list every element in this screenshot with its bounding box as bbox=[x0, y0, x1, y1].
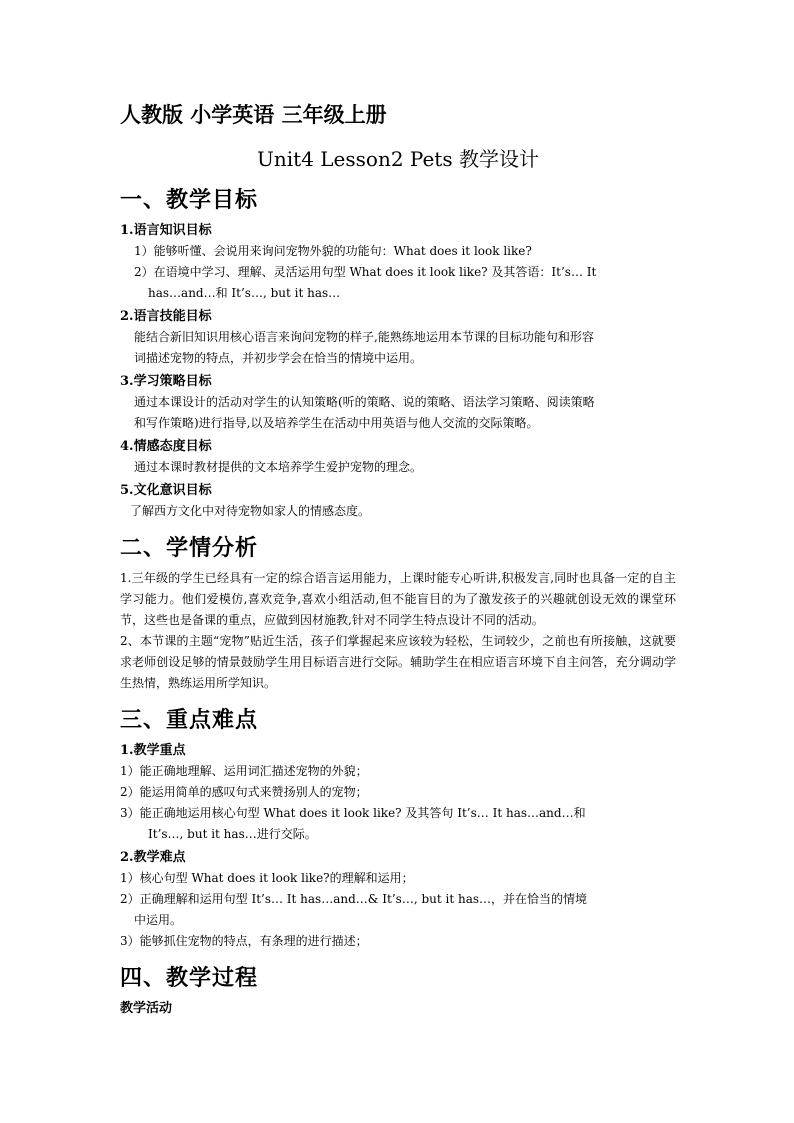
subheading-attitude: 4.情感态度目标 bbox=[120, 439, 212, 454]
section-heading-key-points: 三、重点难点 bbox=[120, 707, 259, 733]
section-heading-objectives: 一、教学目标 bbox=[120, 187, 259, 213]
objective-text: 了解西方文化中对待宠物如家人的情感态度。 bbox=[130, 504, 371, 518]
document-title: Unit4 Lesson2 Pets 教学设计 bbox=[257, 147, 539, 171]
objective-text: 通过本课时教材提供的文本培养学生爱护宠物的理念。 bbox=[134, 460, 423, 474]
objective-text: 通过本课设计的活动对学生的认知策略(听的策略、说的策略、语法学习策略、阅读策略 bbox=[134, 395, 595, 409]
key-point-item-continued: It’s…, but it has…进行交际。 bbox=[148, 827, 317, 841]
key-point-item: 1）能正确地理解、运用词汇描述宠物的外貌； bbox=[120, 764, 368, 778]
difficulty-item: 3）能够抓住宠物的特点，有条理的进行描述； bbox=[120, 934, 368, 948]
analysis-paragraph: 1.三年级的学生已经具有一定的综合语言运用能力，上课时能专心听讲,积极发言,同时也具备一定的自主学习能力。他们爱模仿,喜欢竞争,喜欢小组活动,但不能盲目的为了激发孩子的兴趣就创设无效的课堂环节，这些也是备课的重点，应做到因材施教,针对不同学生特点设计不同的活动。 bbox=[120, 571, 676, 627]
document-page bbox=[120, 100, 676, 1019]
objective-item-continued: has…and…和 It’s…, but it has… bbox=[148, 286, 341, 300]
key-point-item: 3）能正确地运用核心句型 What does it look like? 及其答句 It’s… It has…and…和 bbox=[120, 806, 586, 820]
subheading-language-skills: 2.语言技能目标 bbox=[120, 309, 212, 324]
section-heading-process: 四、教学过程 bbox=[120, 965, 259, 991]
objective-item: 1）能够听懂、会说用来询问宠物外貌的功能句：What does it look like? bbox=[134, 244, 532, 258]
document-series: 人教版 小学英语 三年级上册 bbox=[120, 102, 387, 127]
key-point-item: 2）能运用简单的感叹句式来赞扬别人的宠物； bbox=[120, 785, 368, 799]
subheading-activities: 教学活动 bbox=[120, 1001, 173, 1016]
objective-text: 和写作策略)进行指导,以及培养学生在活动中用英语与他人交流的交际策略。 bbox=[134, 416, 539, 430]
subheading-difficulties: 2.教学难点 bbox=[120, 850, 186, 865]
subheading-key-points: 1.教学重点 bbox=[120, 743, 186, 758]
subheading-culture: 5.文化意识目标 bbox=[120, 483, 212, 498]
subheading-language-knowledge: 1.语言知识目标 bbox=[120, 223, 212, 238]
analysis-paragraph: 2、本节课的主题“宠物”贴近生活，孩子们掌握起来应该较为轻松，生词较少，之前也有所接触，这就要求老师创设足够的情景鼓励学生用目标语言进行交际。辅助学生在相应语言环境下自主问答，充分调动学生热情，熟练运用所学知识。 bbox=[120, 634, 676, 690]
difficulty-item-continued: 中运用。 bbox=[134, 913, 183, 927]
section-heading-analysis: 二、学情分析 bbox=[120, 535, 259, 561]
objective-text: 词描述宠物的特点，并初步学会在恰当的情境中运用。 bbox=[134, 351, 423, 365]
difficulty-item: 1）核心句型 What does it look like?的理解和运用； bbox=[120, 871, 414, 885]
objective-text: 能结合新旧知识用核心语言来询问宠物的样子,能熟练地运用本节课的目标功能句和形容 bbox=[134, 330, 594, 344]
difficulty-item: 2）正确理解和运用句型 It’s… It has…and…& It’s…, but it has…，并在恰当的情境 bbox=[120, 892, 588, 906]
subheading-learning-strategy: 3.学习策略目标 bbox=[120, 374, 212, 389]
objective-item: 2）在语境中学习、理解、灵活运用句型 What does it look like? 及其答语：It’s… It bbox=[134, 265, 597, 279]
